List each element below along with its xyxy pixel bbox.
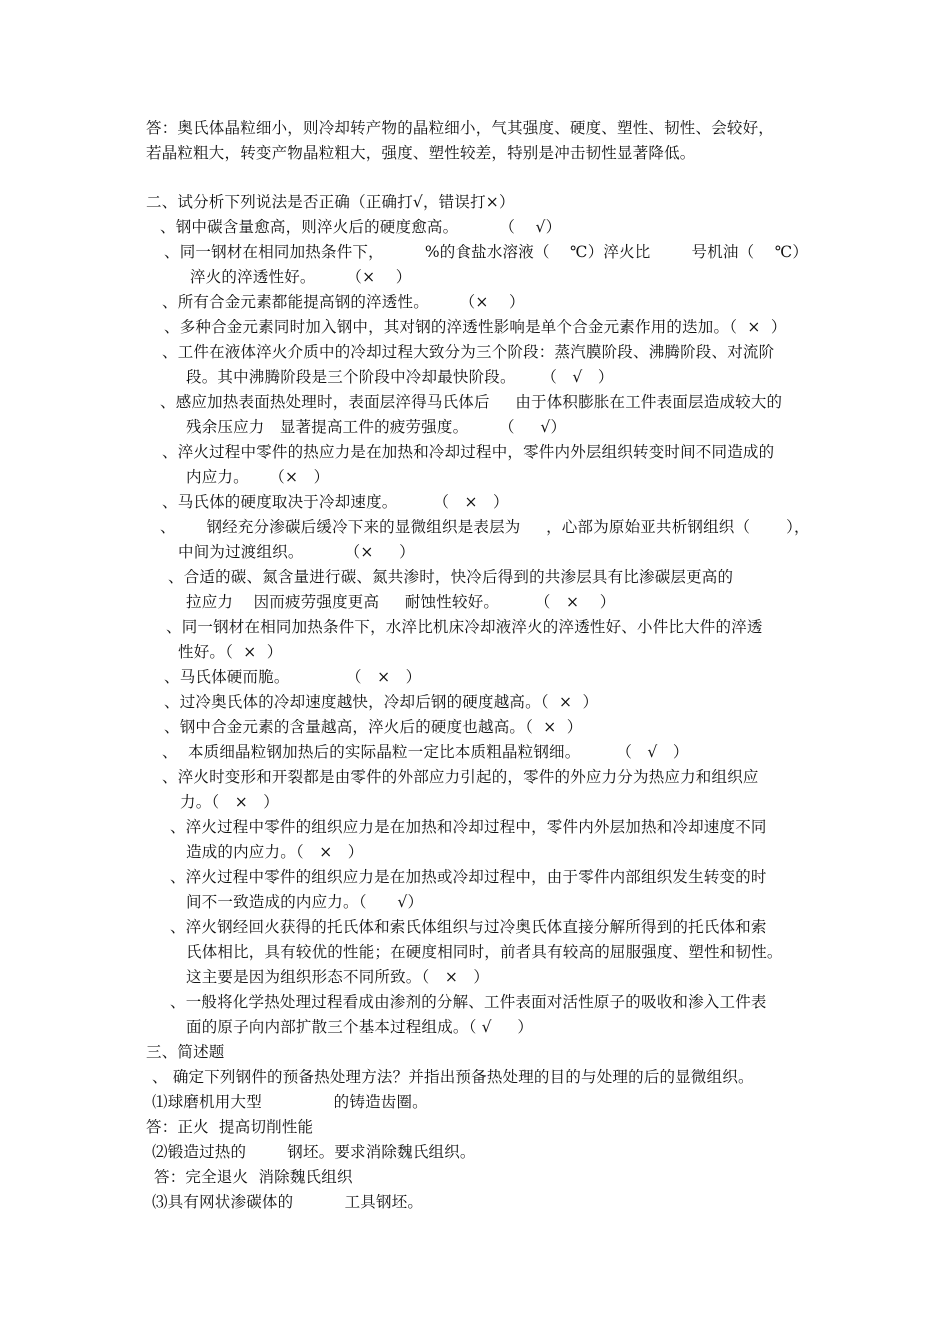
answer-2: 答：完全退火 消除魏氏组织 <box>154 1168 353 1186</box>
item-19: 、淬火钢经回火获得的托氏体和索氏体组织与过冷奥氏体直接分解所得到的托氏体和索 <box>170 918 767 936</box>
item-7-cont: 内应力。 （× ） <box>186 468 330 486</box>
item-2-cont: 淬火的淬透性好。 （× ） <box>190 268 412 286</box>
answer-1: 答：正火 提高切削性能 <box>146 1118 314 1136</box>
item-17-cont: 造成的内应力。（ × ） <box>186 843 364 861</box>
item-13: 、过冷奥氏体的冷却速度越快，冷却后钢的硬度越高。（ × ） <box>164 693 599 711</box>
item-12: 、马氏体硬而脆。 （ × ） <box>164 668 422 686</box>
item-10-cont: 拉应力 因而疲劳强度更高 耐蚀性较好。 （ × ） <box>186 593 616 611</box>
item-9-cont: 中间为过渡组织。 （× ） <box>178 543 415 561</box>
item-5-cont: 段。其中沸腾阶段是三个阶段中冷却最快阶段。 （ √ ） <box>186 368 614 386</box>
part-2: ⑵锻造过热的 钢坯。要求消除魏氏组织。 <box>152 1143 476 1161</box>
item-19-cont-2: 这主要是因为组织形态不同所致。（ × ） <box>186 968 490 986</box>
item-3: 、所有合金元素都能提高钢的淬透性。 （× ） <box>162 293 525 311</box>
item-14: 、钢中合金元素的含量越高，淬火后的硬度也越高。（ × ） <box>164 718 583 736</box>
item-10: 、合适的碳、氮含量进行碳、氮共渗时，快冷后得到的共渗层具有比渗碳层更高的 <box>168 568 734 586</box>
question-1: 、 确定下列钢件的预备热处理方法？并指出预备热处理的目的与处理的后的显微组织。 <box>152 1068 754 1086</box>
item-4: 、多种合金元素同时加入钢中，其对钢的淬透性影响是单个合金元素作用的迭加。（ × ） <box>164 318 787 336</box>
item-16: 、淬火时变形和开裂都是由零件的外部应力引起的，零件的外应力分为热应力和组织应 <box>162 768 759 786</box>
item-16-cont: 力。（ × ） <box>180 793 279 811</box>
item-6: 、感应加热表面热处理时，表面层淬得马氏体后 由于体积膨胀在工件表面层造成较大的 <box>160 393 783 411</box>
item-18-cont: 间不一致造成的内应力。（ √） <box>186 893 424 911</box>
intro-line-1: 答：奥氏体晶粒细小，则冷却转产物的晶粒细小，气其强度、硬度、塑性、韧性、会较好， <box>146 119 775 137</box>
item-11-cont: 性好。（ × ） <box>178 643 283 661</box>
item-7: 、淬火过程中零件的热应力是在加热和冷却过程中，零件内外层组织转变时间不同造成的 <box>162 443 775 461</box>
part-3: ⑶具有网状渗碳体的 工具钢坯。 <box>152 1193 424 1211</box>
item-18: 、淬火过程中零件的组织应力是在加热或冷却过程中，由于零件内部组织发生转变的时 <box>170 868 767 886</box>
section-3-heading: 三、简述题 <box>146 1043 225 1061</box>
section-2-heading: 二、试分析下列说法是否正确（正确打√，错误打×） <box>146 193 515 211</box>
item-19-cont-1: 氏体相比，具有较优的性能；在硬度相同时，前者具有较高的屈服强度、塑性和韧性。 <box>186 943 783 961</box>
item-1: 、钢中碳含量愈高，则淬火后的硬度愈高。 （ √） <box>160 218 562 236</box>
item-20: 、一般将化学热处理过程看成由渗剂的分解、工件表面对活性原子的吸收和渗入工件表 <box>170 993 767 1011</box>
item-11: 、同一钢材在相同加热条件下，水淬比机床冷却液淬火的淬透性好、小件比大件的淬透 <box>166 618 763 636</box>
item-9: 、 钢经充分渗碳后缓冷下来的显微组织是表层为 ，心部为原始亚共析钢组织（ ）， <box>160 518 810 536</box>
item-6-cont: 残余压应力 显著提高工件的疲劳强度。 （ √） <box>186 418 567 436</box>
item-8: 、马氏体的硬度取决于冷却速度。 （ × ） <box>162 493 509 511</box>
item-20-cont: 面的原子向内部扩散三个基本过程组成。（ √ ） <box>186 1018 534 1036</box>
item-2: 、同一钢材在相同加热条件下， %的食盐水溶液（ ℃）淬火比 号机油（ ℃） <box>164 243 809 261</box>
item-5: 、工件在液体淬火介质中的冷却过程大致分为三个阶段：蒸汽膜阶段、沸腾阶段、对流阶 <box>162 343 775 361</box>
intro-line-2: 若晶粒粗大，转变产物晶粒粗大，强度、塑性较差，特别是冲击韧性显著降低。 <box>146 144 696 162</box>
item-15: 、 本质细晶粒钢加热后的实际晶粒一定比本质粗晶粒钢细。 （ √ ） <box>162 743 689 761</box>
part-1: ⑴球磨机用大型 的铸造齿圈。 <box>152 1093 428 1111</box>
item-17: 、淬火过程中零件的组织应力是在加热和冷却过程中，零件内外层加热和冷却速度不同 <box>170 818 767 836</box>
